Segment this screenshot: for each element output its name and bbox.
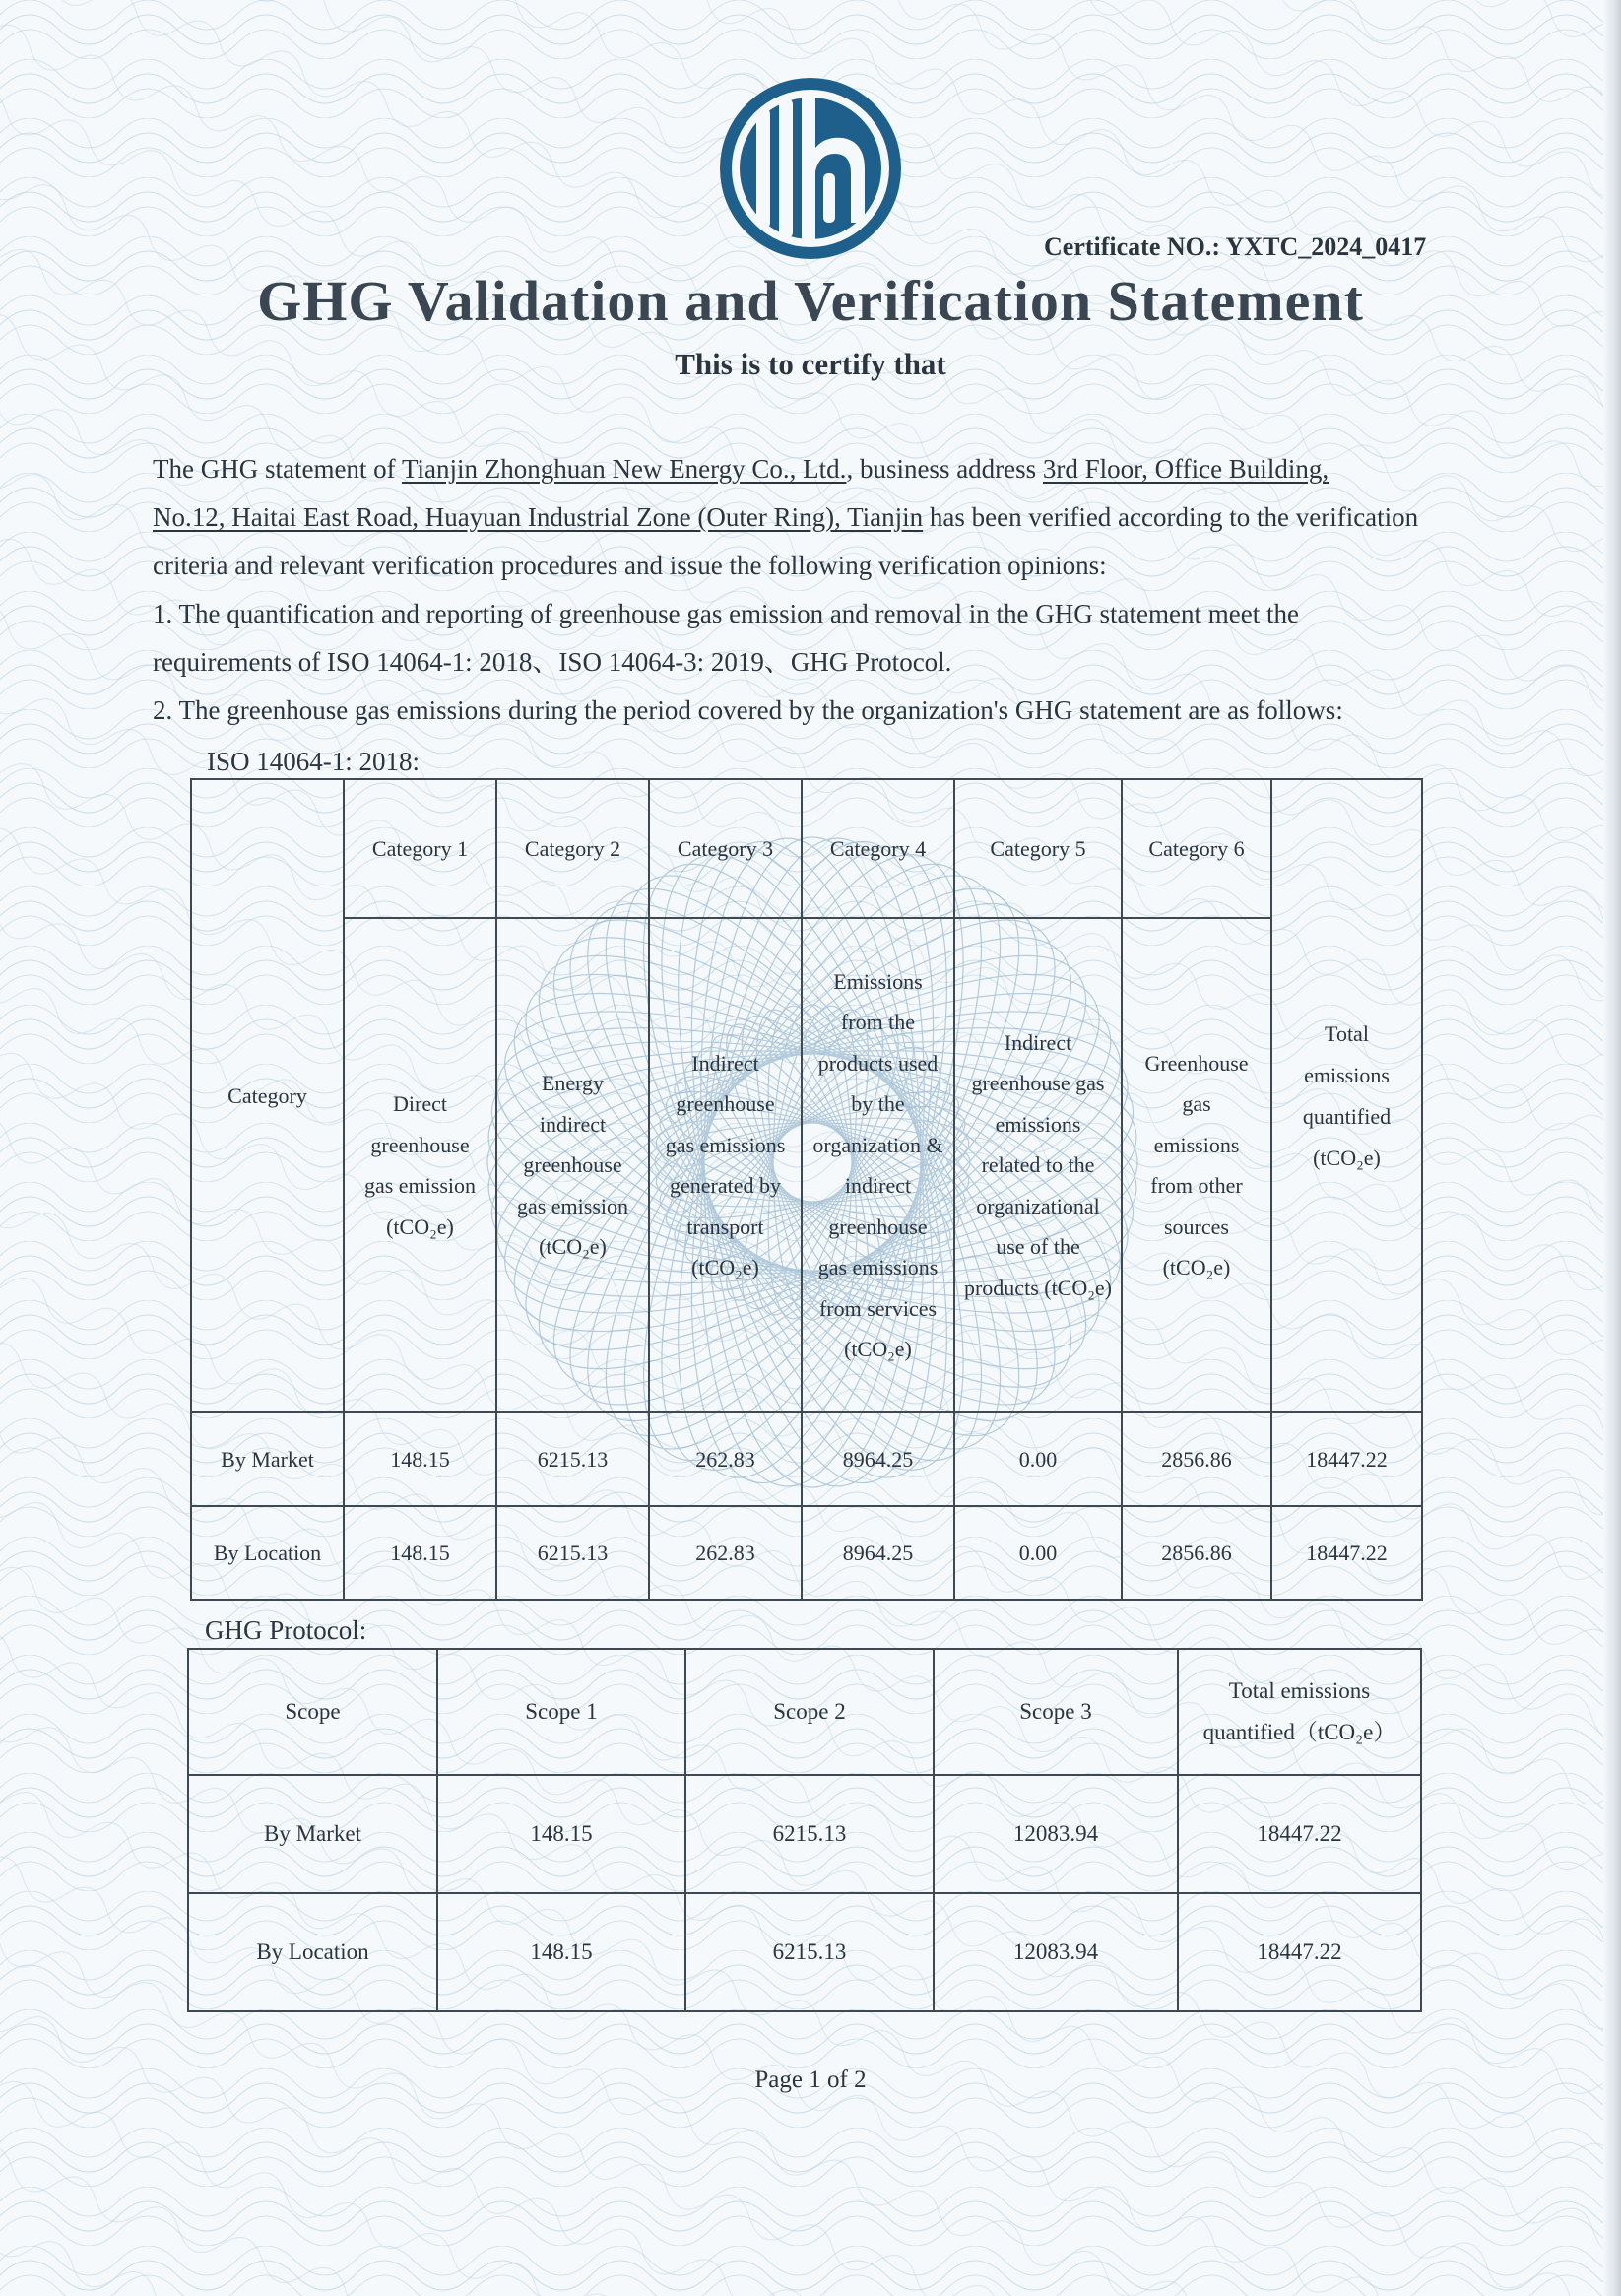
cell-value: 12083.94 — [934, 1893, 1178, 2011]
point-2: 2. The greenhouse gas emissions during the period covered by the organization's GHG statement are as follows: — [153, 695, 1343, 725]
scope-3-header: Scope 3 — [934, 1649, 1178, 1775]
row-label: By Market — [188, 1775, 437, 1893]
category-header: Category — [191, 779, 344, 1412]
category-4-description: Emissions from the products used by the organization & indirect greenhouse gas emissions from services (tCO₂e) — [802, 918, 954, 1412]
cell-value: 148.15 — [437, 1893, 685, 2011]
iso-header-row — [191, 779, 1422, 918]
statement-intro — [153, 445, 1433, 590]
cell-value: 0.00 — [954, 1506, 1122, 1600]
ghg-table-label: GHG Protocol: — [205, 1615, 367, 1645]
cell-value: 6215.13 — [496, 1506, 649, 1600]
table-row — [188, 1893, 1421, 2011]
address-prefix: , business address — [846, 454, 1043, 484]
table-row — [191, 1412, 1422, 1506]
category-1-description: Direct greenhouse gas emission (tCO₂e) — [344, 918, 496, 1412]
iso-description-row — [191, 918, 1422, 1412]
page-subtitle: This is to certify that — [675, 347, 946, 381]
address-line-2: No.12, Haitai East Road, Huayuan Industrial Zone (Outer Ring), Tianjin — [153, 502, 924, 532]
iso-emissions-table — [190, 778, 1423, 1601]
category-2-description: Energy indirect greenhouse gas emission (tCO₂e) — [496, 918, 649, 1412]
certificate-number: Certificate NO.: YXTC_2024_0417 — [1044, 232, 1427, 261]
cell-value: 262.83 — [649, 1506, 802, 1600]
intro-prefix: The GHG statement of — [153, 454, 402, 484]
category-4-header: Category 4 — [802, 779, 954, 918]
ghg-protocol-table — [187, 1648, 1422, 2012]
category-5-description: Indirect greenhouse gas emissions related to the organizational use of the products (tCO₂e) — [954, 918, 1122, 1412]
cell-value: 6215.13 — [685, 1893, 934, 2011]
page-title: GHG Validation and Verification Statement — [257, 269, 1364, 333]
scope-1-header: Scope 1 — [437, 1649, 685, 1775]
table-row — [191, 1506, 1422, 1600]
cell-value: 18447.22 — [1271, 1506, 1422, 1600]
cell-value: 8964.25 — [802, 1506, 954, 1600]
category-3-description: Indirect greenhouse gas emissions generated by transport (tCO₂e) — [649, 918, 802, 1412]
row-label: By Location — [188, 1893, 437, 2011]
statement-body — [153, 445, 1433, 735]
ghg-total-header: Total emissions quantified（tCO₂e） — [1178, 1649, 1421, 1775]
scan-edge — [1603, 0, 1621, 2296]
cell-value: 8964.25 — [802, 1412, 954, 1506]
cell-value: 12083.94 — [934, 1775, 1178, 1893]
company-logo — [717, 75, 904, 262]
cell-value: 262.83 — [649, 1412, 802, 1506]
ghg-header-row — [188, 1649, 1421, 1775]
cell-value: 18447.22 — [1271, 1412, 1422, 1506]
iso-table-label: ISO 14064-1: 2018: — [207, 747, 420, 776]
cell-value: 148.15 — [344, 1506, 496, 1600]
cell-value: 6215.13 — [685, 1775, 934, 1893]
category-5-header: Category 5 — [954, 779, 1122, 918]
cell-value: 18447.22 — [1178, 1893, 1421, 2011]
row-label: By Market — [191, 1412, 344, 1506]
intro-suffix: has been verified according to the verification criteria and relevant verification procedures and issue the following verification opinions: — [153, 502, 1419, 580]
cell-value: 6215.13 — [496, 1412, 649, 1506]
row-label: By Location — [191, 1506, 344, 1600]
category-6-description: Greenhouse gas emissions from other sources (tCO₂e) — [1122, 918, 1271, 1412]
table-row — [188, 1775, 1421, 1893]
category-3-header: Category 3 — [649, 779, 802, 918]
category-6-header: Category 6 — [1122, 779, 1271, 918]
cell-value: 18447.22 — [1178, 1775, 1421, 1893]
page-number: Page 1 of 2 — [754, 2066, 867, 2093]
scope-header: Scope — [188, 1649, 437, 1775]
cell-value: 2856.86 — [1122, 1506, 1271, 1600]
cell-value: 0.00 — [954, 1412, 1122, 1506]
address-line-1: 3rd Floor, Office Building, — [1042, 454, 1329, 484]
total-header: Total emissions quantified (tCO₂e) — [1271, 779, 1422, 1412]
cell-value: 2856.86 — [1122, 1412, 1271, 1506]
scope-2-header: Scope 2 — [685, 1649, 934, 1775]
point-1: 1. The quantification and reporting of greenhouse gas emission and removal in the GHG statement meet the requirements of ISO 14064-1: 2018、ISO 14064-3: 2019、GHG Protocol. — [153, 599, 1299, 677]
category-1-header: Category 1 — [344, 779, 496, 918]
organization-name: Tianjin Zhonghuan New Energy Co., Ltd. — [401, 454, 847, 484]
cell-value: 148.15 — [344, 1412, 496, 1506]
cell-value: 148.15 — [437, 1775, 685, 1893]
category-2-header: Category 2 — [496, 779, 649, 918]
